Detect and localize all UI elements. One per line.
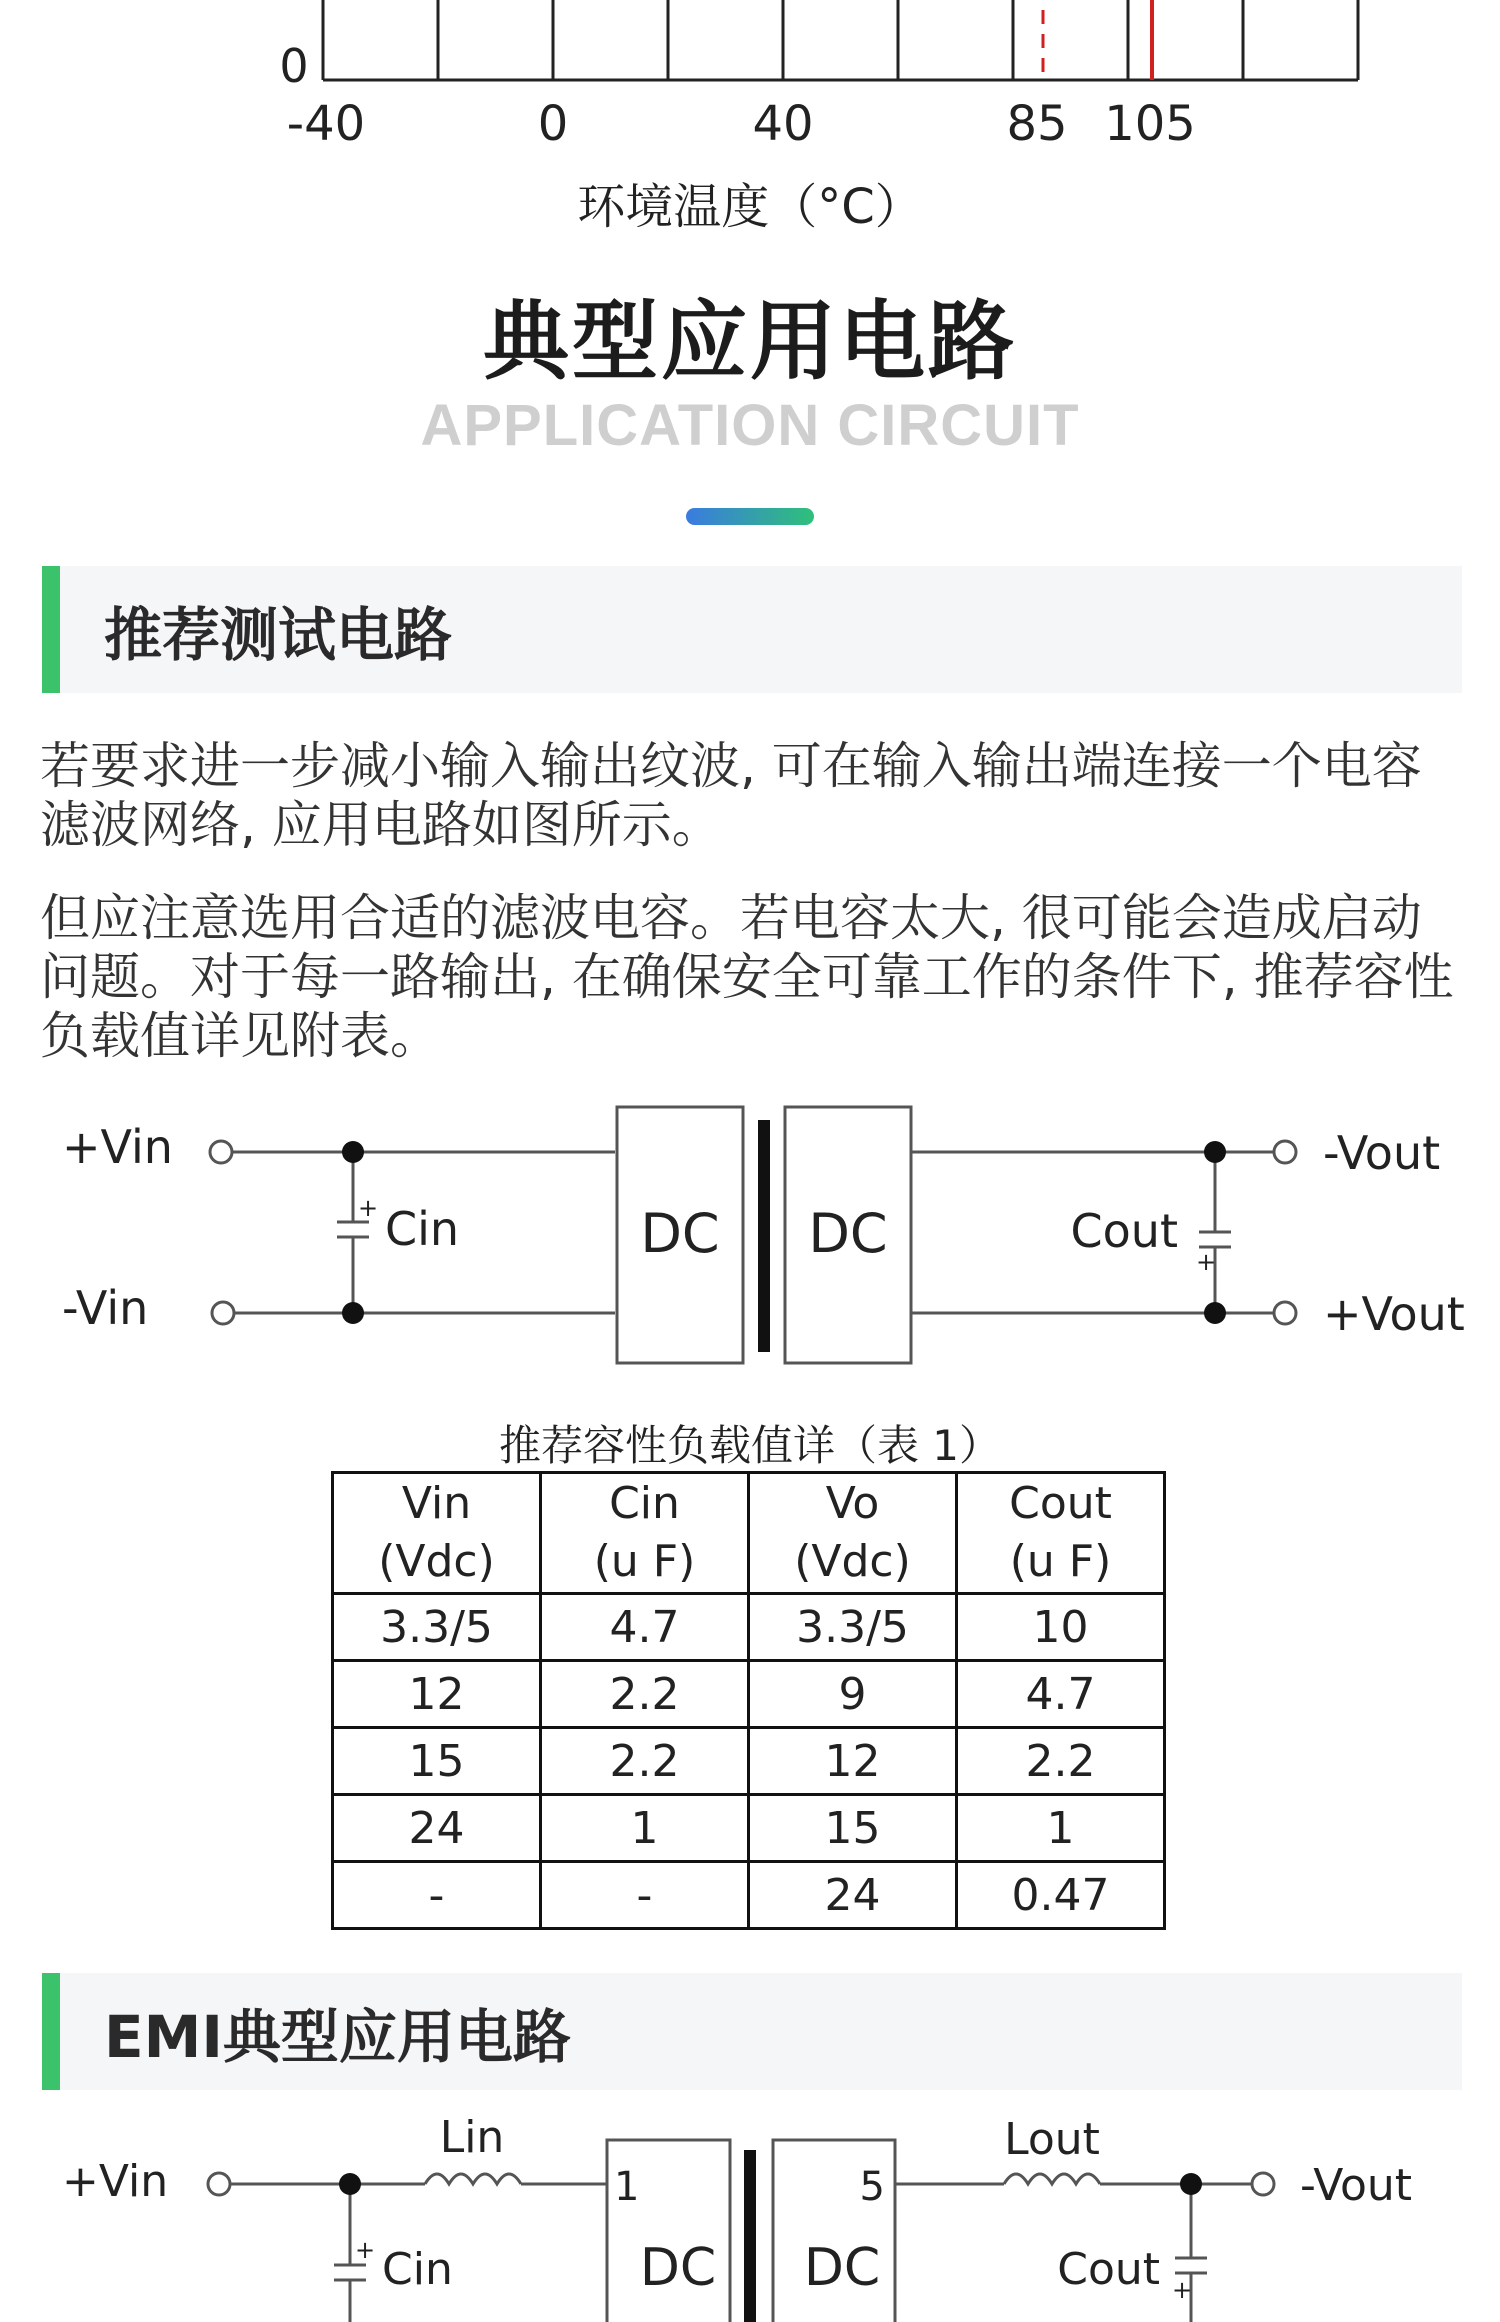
x-tick-label: 105	[1104, 96, 1196, 152]
recommended-circuit-diagram	[0, 1095, 1500, 1395]
x-tick-label: -40	[286, 96, 366, 152]
emi-circuit-diagram	[0, 2100, 1500, 2322]
y-tick-0: 0	[279, 39, 309, 93]
table-row	[333, 1594, 1165, 1661]
table-cell: 2.2	[541, 1728, 749, 1795]
pin-5-label: 5	[859, 2164, 885, 2210]
table-cell: 4.7	[957, 1661, 1165, 1728]
table-cell: 3.3/5	[749, 1594, 957, 1661]
header-unit: (u F)	[1009, 1536, 1112, 1587]
capacitive-load-table	[331, 1471, 1166, 1930]
table-cell: 3.3/5	[333, 1594, 541, 1661]
vin-minus-label: -Vin	[62, 1281, 149, 1335]
dc-right-label: DC	[803, 2238, 881, 2298]
section-subtitle: APPLICATION CIRCUIT	[420, 393, 1080, 458]
lin-label: Lin	[439, 2112, 505, 2163]
terminal-node	[212, 1302, 234, 1324]
cin-label: Cin	[382, 2244, 453, 2295]
table-cell: 10	[957, 1594, 1165, 1661]
description-paragraph: 但应注意选用合适的滤波电容。若电容太大, 很可能会造成启动问题。对于每一路输出, 在确保安全可靠工作的条件下, 推荐容性负载值详见附表。	[40, 889, 1454, 1065]
dc-right-label: DC	[808, 1202, 888, 1265]
table-cell: 24	[333, 1795, 541, 1862]
cin-plus-sign: +	[358, 1194, 379, 1222]
cout-plus-sign: +	[1196, 1248, 1217, 1276]
table-cell: 4.7	[541, 1594, 749, 1661]
junction-dot	[339, 2173, 361, 2195]
table-row	[333, 1795, 1165, 1862]
vin-plus-label: +Vin	[62, 1120, 173, 1174]
emi-circuit-heading-band	[42, 1973, 1462, 2090]
terminal-node	[208, 2173, 230, 2195]
header-unit: (u F)	[593, 1536, 696, 1587]
table-cell: -	[541, 1862, 749, 1929]
junction-dot	[1204, 1302, 1226, 1324]
header-line: Vin	[401, 1478, 472, 1529]
table-cell: -	[333, 1862, 541, 1929]
lout-label: Lout	[1004, 2114, 1100, 2165]
cout-plus-sign: +	[1172, 2276, 1193, 2304]
table-header-row	[333, 1473, 1165, 1594]
terminal-node	[1274, 1141, 1296, 1163]
table-row	[333, 1728, 1165, 1795]
x-axis-label: 环境温度（°C）	[577, 179, 923, 235]
table-header-cell	[957, 1473, 1165, 1594]
table-cell: 0.47	[957, 1862, 1165, 1929]
table-cell: 12	[333, 1661, 541, 1728]
table-header-cell	[749, 1473, 957, 1594]
x-tick-label: 85	[1006, 96, 1068, 152]
junction-dot	[342, 1302, 364, 1324]
table-cell: 15	[749, 1795, 957, 1862]
header-line: Cin	[609, 1478, 680, 1529]
table-header-cell	[333, 1473, 541, 1594]
transformer-core-bar	[744, 2150, 756, 2322]
recommended-circuit-heading-band	[42, 566, 1462, 693]
junction-dot	[342, 1141, 364, 1163]
table-cell: 1	[957, 1795, 1165, 1862]
table-cell: 24	[749, 1862, 957, 1929]
junction-dot	[1204, 1141, 1226, 1163]
vout-minus-label: -Vout	[1323, 1126, 1441, 1180]
cout-label: Cout	[1057, 2244, 1160, 2295]
vout-plus-label: +Vout	[1323, 1287, 1465, 1341]
x-tick-label: 40	[752, 96, 814, 152]
emi-circuit-heading: EMI典型应用电路	[104, 2002, 571, 2071]
heading-accent-bar	[42, 566, 60, 693]
header-line: Cout	[1009, 1478, 1112, 1529]
table-cell: 2.2	[541, 1661, 749, 1728]
vout-minus-label: -Vout	[1300, 2160, 1413, 2211]
header-unit: (Vdc)	[378, 1536, 495, 1587]
header-line: Vo	[825, 1478, 880, 1529]
section-title: 典型应用电路	[483, 292, 1017, 392]
terminal-node	[210, 1141, 232, 1163]
header-unit: (Vdc)	[794, 1536, 911, 1587]
terminal-node	[1252, 2173, 1274, 2195]
table-caption: 推荐容性负载值详（表 1）	[498, 1421, 1002, 1470]
table-cell: 12	[749, 1728, 957, 1795]
cin-label: Cin	[385, 1202, 460, 1256]
cout-label: Cout	[1070, 1204, 1178, 1258]
dc-left-label: DC	[639, 2238, 717, 2298]
recommended-circuit-heading: 推荐测试电路	[104, 600, 453, 669]
table-cell: 1	[541, 1795, 749, 1862]
dc-left-label: DC	[640, 1202, 720, 1265]
vin-plus-label: +Vin	[62, 2156, 169, 2207]
heading-accent-bar	[42, 1973, 60, 2090]
transformer-core-bar	[758, 1120, 770, 1352]
temperature-derating-chart	[0, 0, 1500, 160]
terminal-node	[1274, 1302, 1296, 1324]
pin-1-label: 1	[614, 2164, 640, 2210]
table-cell: 15	[333, 1728, 541, 1795]
cin-plus-sign: +	[355, 2236, 376, 2264]
table-row	[333, 1862, 1165, 1929]
table-header-cell	[541, 1473, 749, 1594]
junction-dot	[1180, 2173, 1202, 2195]
table-cell: 2.2	[957, 1728, 1165, 1795]
description-paragraph: 若要求进一步减小输入输出纹波, 可在输入输出端连接一个电容滤波网络, 应用电路如图所示。	[40, 737, 1422, 854]
chart-grid	[323, 0, 1358, 80]
title-divider-bar	[686, 508, 814, 525]
table-row	[333, 1661, 1165, 1728]
x-tick-label: 0	[537, 96, 569, 152]
table-cell: 9	[749, 1661, 957, 1728]
